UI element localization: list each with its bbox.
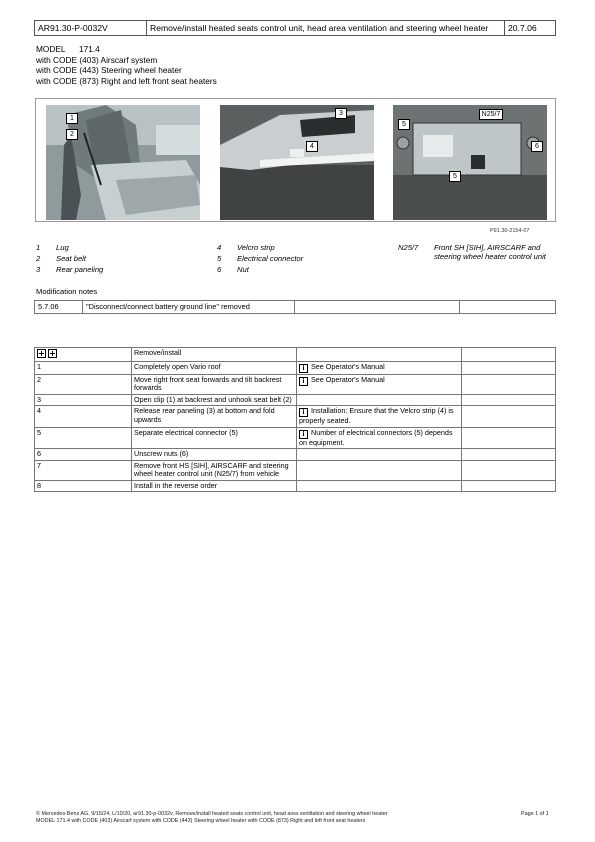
document-id: AR91.30-P-0032V <box>35 21 147 36</box>
expand-icon[interactable] <box>37 349 46 358</box>
document-header <box>34 20 556 36</box>
legend-text: Rear paneling <box>56 265 104 274</box>
table-row <box>35 394 556 406</box>
code-line: with CODE (403) Airscarf system <box>36 54 158 65</box>
seat-photo <box>46 105 200 220</box>
procedure-table <box>34 347 556 492</box>
page-number: Page 1 of 1 <box>521 811 549 817</box>
legend <box>36 243 556 273</box>
legend-text: Nut <box>237 265 249 274</box>
footer-line: © Mercedes-Benz AG, 9/15/24, L/10/20, ar91.30-p-0032v, Remove/install heated seats control unit, head area ventilation and steering wheel heater <box>36 811 388 817</box>
table-row <box>35 480 556 492</box>
callout-5: 5 <box>398 119 410 130</box>
modification-notes-title: Modification notes <box>36 287 98 296</box>
step-number: 1 <box>35 361 132 374</box>
modification-notes-table <box>34 300 556 314</box>
step-action: Install in the reverse order <box>132 480 297 492</box>
legend-num: 2 <box>36 254 41 263</box>
model-line: MODEL 171.4 <box>36 44 100 54</box>
table-row <box>35 406 556 428</box>
step-action: Release rear paneling (3) at bottom and fold upwards <box>132 406 297 428</box>
footer-line: MODEL 171.4 with CODE (403) Airscarf system with CODE (443) Steering wheel heater with CODE (873) Right and left front seat heaters <box>36 818 366 824</box>
legend-num: 1 <box>36 243 41 252</box>
callout-n25-7: N25/7 <box>479 109 503 120</box>
legend-text: Seat belt <box>56 254 86 263</box>
step-note: Number of electrical connectors (5) depends on equipment. <box>299 427 453 447</box>
callout-4: 4 <box>306 141 318 152</box>
info-icon[interactable]: i <box>299 364 308 373</box>
step-number: 2 <box>35 374 132 394</box>
legend-text: Front SH [SIH], AIRSCARF and steering wheel heater control unit <box>434 243 546 261</box>
procedure-header: Remove/install <box>132 348 297 362</box>
step-number: 5 <box>35 427 132 449</box>
legend-num: N25/7 <box>398 243 419 252</box>
table-row <box>35 427 556 449</box>
step-action: Separate electrical connector (5) <box>132 427 297 449</box>
legend-text: Lug <box>56 243 69 252</box>
legend-text: Velcro strip <box>237 243 275 252</box>
info-icon[interactable]: i <box>299 377 308 386</box>
step-note: See Operator's Manual <box>311 361 385 371</box>
step-number: 6 <box>35 449 132 461</box>
step-action: Remove front HS [SIH], AIRSCARF and steering wheel heater control unit (N25/7) from vehicle <box>132 460 297 480</box>
table-row <box>35 301 556 314</box>
info-icon[interactable]: i <box>299 430 308 439</box>
code-line: with CODE (443) Steering wheel heater <box>36 65 182 76</box>
document-title: Remove/install heated seats control unit, head area ventilation and steering wheel heater <box>147 21 505 36</box>
step-number: 7 <box>35 460 132 480</box>
step-action: Completely open Vario roof <box>132 361 297 374</box>
step-number: 4 <box>35 406 132 428</box>
table-row <box>35 374 556 394</box>
step-action: Unscrew nuts (6) <box>132 449 297 461</box>
table-header-row <box>35 348 556 362</box>
callout-6: 6 <box>531 141 543 152</box>
step-action: Move right front seat forwards and tilt backrest forwards <box>132 374 297 394</box>
illustration-panel <box>35 98 556 222</box>
collapse-icon[interactable] <box>48 349 57 358</box>
footer <box>36 811 387 825</box>
callout-1: 1 <box>66 113 78 124</box>
code-line: with CODE (873) Right and left front seat heaters <box>36 75 217 86</box>
control-unit-photo <box>393 105 547 220</box>
legend-num: 5 <box>217 254 222 263</box>
table-row <box>35 361 556 374</box>
info-icon[interactable]: i <box>299 408 308 417</box>
step-note: Installation: Ensure that the Velcro strip (4) is properly seated. <box>299 406 454 425</box>
callout-5: 5 <box>449 171 461 182</box>
legend-num: 4 <box>217 243 222 252</box>
model-block <box>36 44 217 86</box>
table-row <box>35 449 556 461</box>
panel-photo <box>220 105 374 220</box>
step-number: 3 <box>35 394 132 406</box>
figure-reference: P91.30-2154-07 <box>490 228 530 234</box>
legend-num: 3 <box>36 265 41 274</box>
legend-text: Electrical connector <box>237 254 304 263</box>
table-row <box>35 460 556 480</box>
step-action: Open clip (1) at backrest and unhook seat belt (2) <box>132 394 297 406</box>
legend-num: 6 <box>217 265 222 274</box>
step-number: 8 <box>35 480 132 492</box>
callout-2: 2 <box>66 129 78 140</box>
document-date: 20.7.06 <box>505 21 556 36</box>
mod-text: "Disconnect/connect battery ground line" removed <box>83 301 295 314</box>
mod-date: 5.7.06 <box>35 301 83 314</box>
callout-3: 3 <box>335 108 347 119</box>
step-note: See Operator's Manual <box>311 374 385 384</box>
